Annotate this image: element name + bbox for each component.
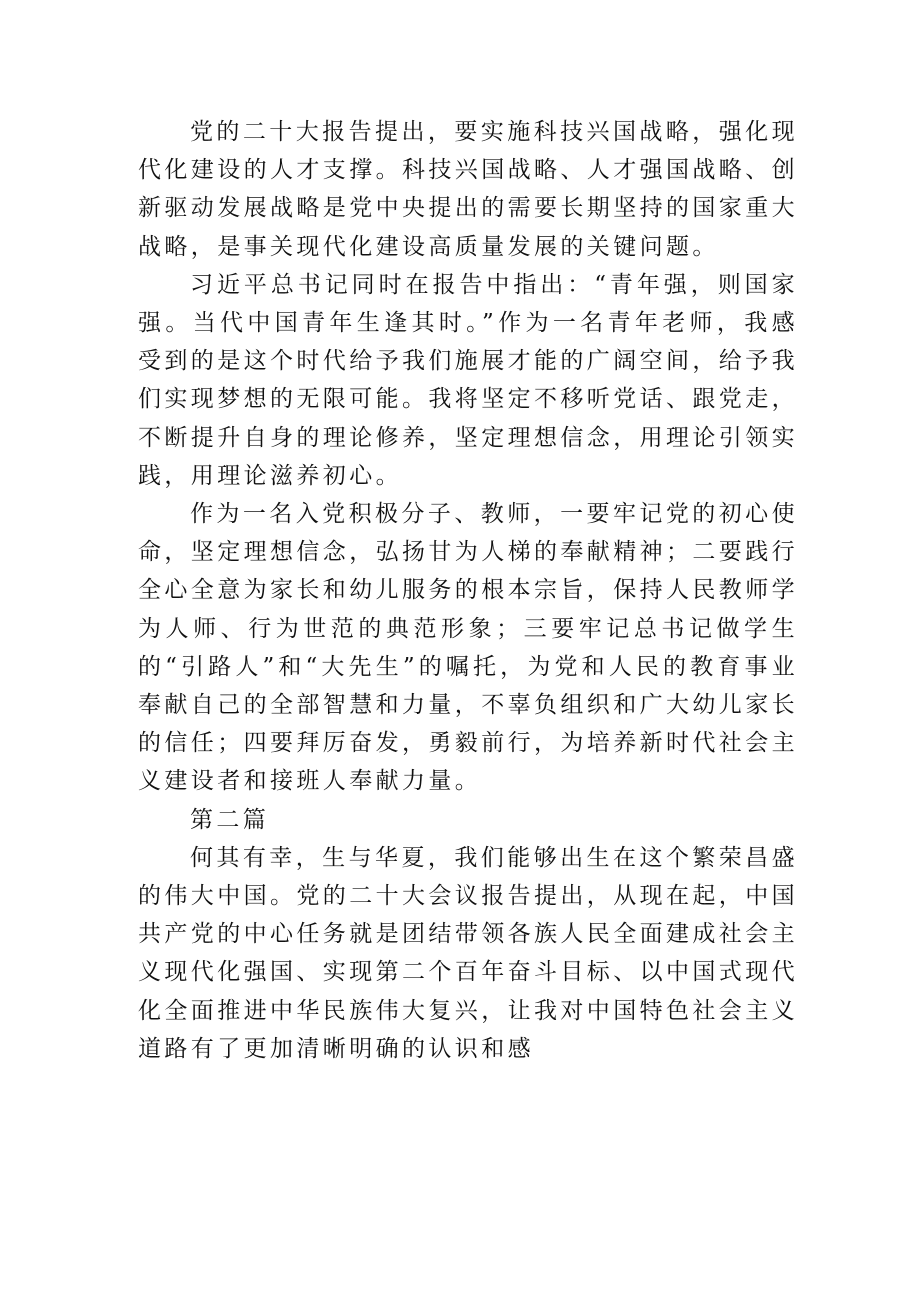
paragraph-3: 作为一名入党积极分子、教师，一要牢记党的初心使命，坚定理想信念，弘扬甘为人梯的奉献精神；二要践行全心全意为家长和幼儿服务的根本宗旨，保持人民教师学为人师、行为世范的典范形象；三要牢记总书记做学生的“引路人”和“大先生”的嘱托，为党和人民的教育事业奉献自己的全部智慧和力量，不辜负组织和广大幼儿家长的信任；四要拜厉奋发，勇毅前行，为培养新时代社会主义建设者和接班人奉献力量。 [138, 501, 798, 795]
document-body [138, 113, 798, 1068]
paragraph-4: 何其有幸，生与华夏，我们能够出生在这个繁荣昌盛的伟大中国。党的二十大会议报告提出，从现在起，中国共产党的中心任务就是团结带领各族人民全面建成社会主义现代化强国、实现第二个百年奋斗目标、以中国式现代化全面推进中华民族伟大复兴，让我对中国特色社会主义道路有了更加清晰明确的认识和感 [138, 844, 798, 1062]
section-heading: 第二篇 [190, 806, 270, 833]
paragraph-2: 习近平总书记同时在报告中指出：“青年强，则国家强。当代中国青年生逢其时。”作为一名青年老师，我感受到的是这个时代给予我们施展才能的广阔空间，给予我们实现梦想的无限可能。我将坚定不移听党话、跟党走，不断提升自身的理论修养，坚定理想信念，用理论引领实践，用理论滋养初心。 [138, 271, 798, 489]
paragraph-1: 党的二十大报告提出，要实施科技兴国战略，强化现代化建设的人才支撑。科技兴国战略、人才强国战略、创新驱动发展战略是党中央提出的需要长期坚持的国家重大战略，是事关现代化建设高质量发展的关键问题。 [138, 119, 798, 260]
